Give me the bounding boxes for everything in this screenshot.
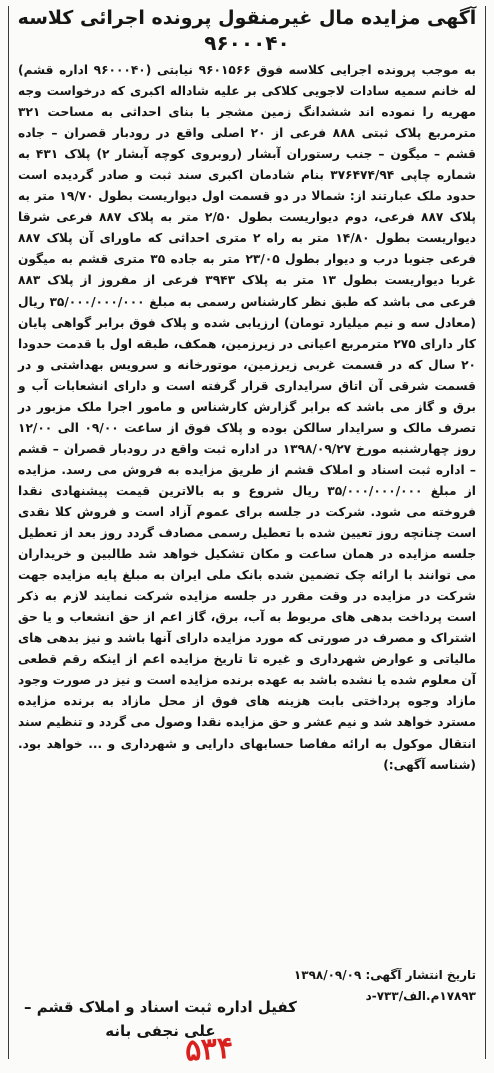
reference-number: ۱۷۸۹۳م.الف/۷۳۳-د bbox=[365, 989, 476, 1003]
notice-body bbox=[18, 60, 476, 776]
publish-date-line bbox=[294, 965, 476, 986]
signature-block bbox=[24, 995, 297, 1043]
handwritten-number: ۵۳۴ bbox=[183, 1030, 235, 1069]
publish-date-label: تاریخ انتشار آگهی: bbox=[365, 968, 476, 982]
notice-body-text: به موجب پرونده اجرایی کلاسه فوق ۹۶۰۱۵۶۶ نیابتی (۹۶۰۰۰۴۰ اداره قشم) له خانم سمیه سادات لاجویی کلاکی بر علیه شاداله اکبری که درخواست وجه مهریه را نموده اند ششدانگ زمین مشجر با بنای احداثی به مساحت ۳۲۱ مترمربع پلاک ثبتی ۸۸۸ فرعی از ۲۰ اصلی واقع در رودبار قصران – جاده قشم – میگون – جنب رستوران آبشار (روبروی کوچه آبشار ۲) پلاک ۴۳۱ به شماره چاپی ۳۷۶۴۷۴/۹۴ بنام شادمان اکبری سند ثبت و صادر گردیده است حدود ملک عبارتند از: شمالا در دو قسمت اول دیواریست بطول ۱۹/۷۰ متر به پلاک ۸۸۷ فرعی، دوم دیواریست بطول ۲/۵۰ متر به پلاک ۸۸۷ فرعی شرقا دیواریست بطول ۱۴/۸۰ متر به راه ۲ متری احداثی که ماورای آن پلاک ۸۸۷ فرعی جنوبا درب و دیوار بطول ۲۳/۰۵ متر به جاده ۳۵ متری قشم به میگون غربا دیواریست بطول ۱۳ متر به پلاک ۳۹۴۳ فرعی از مفروز از پلاک ۸۸۳ فرعی می باشد که طبق نظر کارشناس رسمی به مبلغ ۳۵/۰۰۰/۰۰۰/۰۰۰ ریال (معادل سه و نیم میلیارد تومان) ارزیابی شده و پلاک فوق برابر گواهی پایان کار دارای ۲۷۵ مترمربع اعیانی در زیرزمین، همکف، طبقه اول با قدمت حدودا ۲۰ سال که در قسمت غربی زیرزمین، موتورخانه و سرویس بهداشتی و در قسمت شرقی آن اتاق سرایداری قرار گرفته است و دارای انشعابات آب و برق و گاز می باشد که برابر گزارش کارشناس و مامور اجرا ملک مزبور در تصرف مالک و سرایدار سالکن بوده و پلاک فوق از ساعت ۰۹/۰۰ الی ۱۲/۰۰ روز چهارشنبه مورخ ۱۳۹۸/۰۹/۲۷ در اداره ثبت واقع در رودبار قصران – قشم – اداره ثبت اسناد و املاک قشم از طریق مزایده به فروش می رسد. مزایده از مبلغ ۳۵/۰۰۰/۰۰۰/۰۰۰ ریال شروع و به بالاترین قیمت پیشنهادی نقدا فروخته می شود. شرکت در جلسه برای عموم آزاد است و فروش کلا نقدی است چنانچه روز تعیین شده با تعطیل رسمی مصادف گردد روز بعد از تعطیل جلسه مزایده در همان ساعت و مکان تشکیل خواهد شد طالبین و خریداران می توانند با ارائه چک تضمین شده بانک ملی ایران به مبلغ پایه مزایده جهت شرکت در مزایده در وقت مقرر در جلسه مزایده شرکت نمایند لازم به ذکر است پرداخت بدهی های مربوط به آب، برق، گاز اعم از حق انشعاب و یا حق اشتراک و مصرف در صورتی که مورد مزایده دارای آنها باشد و نیز بدهی های مالیاتی و عوارض شهرداری و غیره تا تاریخ مزایده اعم از اینکه رقم قطعی آن معلوم شده یا نشده باشد به عهده برنده مزایده است و نیز در صورت وجود مازاد وجوه پرداختی بابت هزینه های فوق از محل مازاد به برنده مزایده مسترد خواهد شد و نیم عشر و حق مزایده نقدا وصول می گردد و تنظیم سند انتقال موکول به ارائه مفاصا حسابهای دارایی و شهرداری و ... خواهد بود. (شناسه آگهی:) bbox=[18, 63, 477, 772]
file-number: ۹۶۰۰۰۴۰ bbox=[204, 31, 290, 55]
notice-title: آگهی مزایده مال غیرمنقول پرونده اجرائی کلاسه bbox=[17, 7, 477, 29]
publish-date: ۱۳۹۸/۰۹/۰۹ bbox=[293, 968, 362, 982]
signatory-title: کفیل اداره ثبت اسناد و املاک قشم – bbox=[24, 998, 297, 1016]
publication-info bbox=[294, 965, 476, 1007]
signatory-name: علی نجفی بانه bbox=[105, 1022, 216, 1040]
